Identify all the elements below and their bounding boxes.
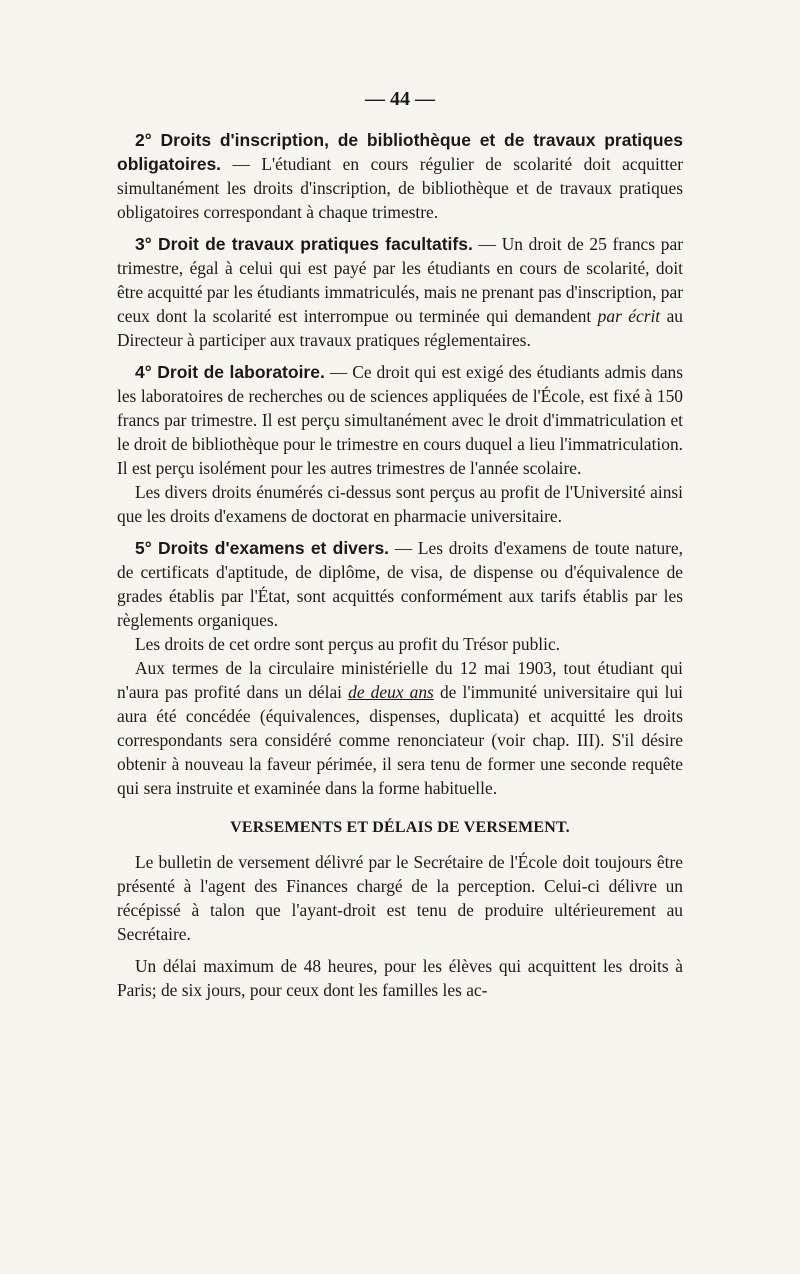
section-text-5: — Les droits d'examens de toute nature, de certificats d'aptitude, de diplôme, de visa, de dispense ou d'équivalence de grades établis par l'État, sont acquittés conformément aux tarifs établis par les règlements organiques. (117, 538, 683, 630)
section-text-3a: — Un droit de 25 francs par trimestre, égal à celui qui est payé par les étudiants en cours de scolarité, doit être acquitté par les étudiants immatriculés, mais ne prenant pas d'inscription, par ceux dont la scolarité est interrompue ou terminée qui demandent (117, 234, 683, 326)
section-text-5c-a: Aux termes de la circulaire ministérielle du 12 mai 1903, tout étudiant qui n'aura pas profité dans un délai (117, 658, 683, 702)
section-text-2: — L'étudiant en cours régulier de scolarité doit acquitter simultanément les droits d'inscription, de bibliothèque et de travaux pratiques obligatoires correspondant à chaque trimestre. (117, 154, 683, 222)
section-text-3b: au Directeur à participer aux travaux pratiques réglementaires. (117, 306, 683, 350)
body-text (117, 128, 683, 1002)
section-heading-3: 3° Droit de travaux pratiques facultatifs. (135, 234, 473, 254)
paragraph-travaux-facultatifs (117, 232, 683, 352)
page-number: — 44 — (365, 88, 435, 110)
emphasis-deux-ans: de deux ans (348, 682, 434, 702)
section-heading-2: 2° Droits d'inscription, de bibliothèque et de travaux pratiques obligatoires. (117, 130, 683, 174)
section-heading-5: 5° Droits d'examens et divers. (135, 538, 390, 558)
section-text-4: — Ce droit qui est exigé des étudiants admis dans les laboratoires de recherches ou de sciences appliquées de l'École, est fixé à 150 francs par trimestre. Il est perçu simultanément avec le droit d'immatriculation et le droit de bibliothèque pour le trimestre en cours duquel a lieu l'immatriculation. Il est perçu isolément pour les autres trimestres de l'année scolaire. (117, 362, 683, 478)
paragraph-bulletin-versement: Le bulletin de versement délivré par le Secrétaire de l'École doit toujours être présenté à l'agent des Finances chargé de la perception. Celui-ci délivre un récépissé à talon que l'ayant-droit est tenu de produire ultérieurement au Secrétaire. (117, 852, 683, 944)
paragraph-droit-laboratoire (117, 360, 683, 480)
paragraph-droits-examens (117, 536, 683, 632)
section-heading-4: 4° Droit de laboratoire. (135, 362, 325, 382)
section-title-versements: VERSEMENTS ET DÉLAIS DE VERSEMENT. (230, 819, 570, 836)
section-text-5c-b: de l'immunité universitaire qui lui aura été concédée (équivalences, dispenses, duplicata) et acquitté les droits correspondants sera considéré comme renonciateur (voir chap. III). S'il désire obtenir à nouveau la faveur périmée, il sera tenu de former une seconde requête qui sera instruite et examinée dans la forme habituelle. (117, 682, 683, 798)
paragraph-circulaire (117, 656, 683, 800)
paragraph-delai-maximum: Un délai maximum de 48 heures, pour les élèves qui acquittent les droits à Paris; de six jours, pour ceux dont les familles les ac- (117, 956, 683, 1000)
paragraph-tresor-public: Les droits de cet ordre sont perçus au profit du Trésor public. (135, 634, 561, 654)
paragraph-droits-universite: Les divers droits énumérés ci-dessus sont perçus au profit de l'Université ainsi que les droits d'examens de doctorat en pharmacie universitaire. (117, 482, 683, 526)
paragraph-droits-inscription (117, 128, 683, 224)
emphasis-par-ecrit: par écrit (597, 306, 661, 326)
